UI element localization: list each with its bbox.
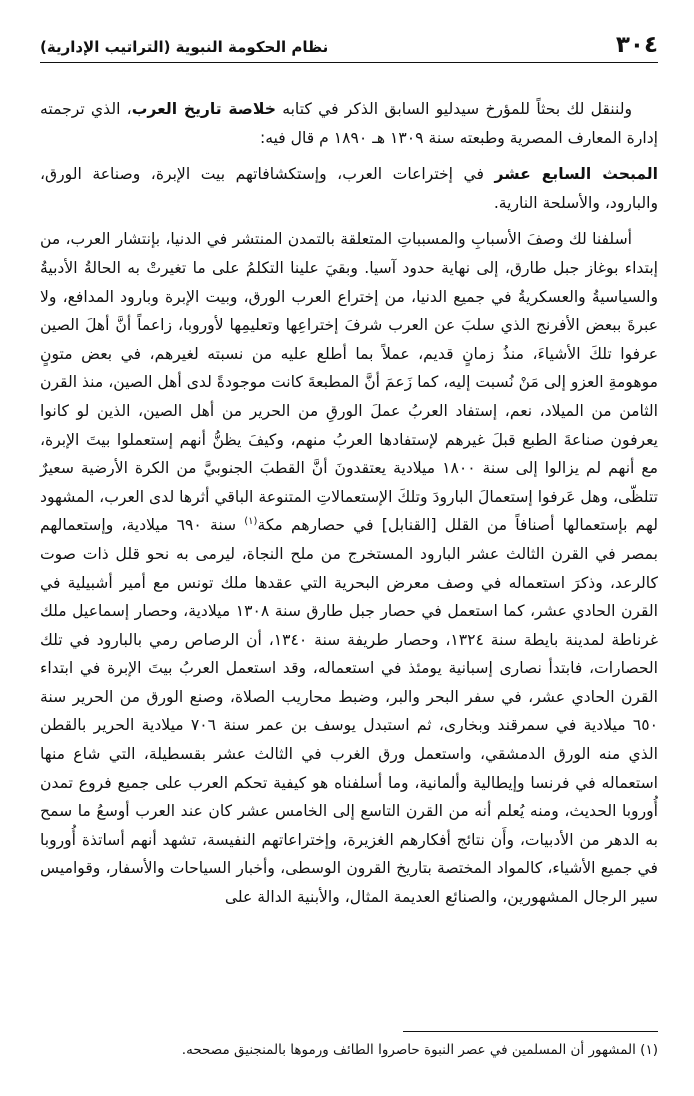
footnote-rule [403,1031,658,1032]
footnote-reference[interactable]: (١) [244,516,258,528]
paragraph-intro [40,95,658,152]
section-heading-text: في إختراعات العرب، وإستكشافاتهم بيت الإبرة، وصناعة الورق، والبارود، والأسلحة النارية. [40,165,658,212]
main-text-a: أسلفنا لك وصفَ الأسبابِ والمسبباتِ المتعلقة بالتمدن المنتشر في الدنيا، بإنتشار العرب، من إبتداء بوغاز جبل طارق، إلى نهاية حدود آسيا. وبقيَ علينا التكلمُ على ما تغيرتْ به الحالةُ الأدبيةُ والسياسيةُ والعسكريةُ في جميع الدنيا، من إختراع العرب الورق، وبيت الإبرة وبارود المدافع، ولا عبرةَ ببعض الأفرنج الذي سلبَ عن العرب شرفَ إختراعِها وتعليمِها لأوروبا، زاعماً أنَّ أهلَ الصين عرفوا تلكَ الأشياءَ، منذُ زمانٍ قديم، عملاً بما أطلع عليه من نسبته لغيرهم، في بعض متونٍ موهومةِ العزو إلى مَنْ نُسبت إليه، كما زَعمَ أنَّ المطبعةَ كانت موجودةً لدى أهل الصين، منذ القرن الثامن من الميلاد، نعم، إستفاد العربُ عملَ الورقِ من الحرير من أهل الصين، الذين لو كانوا يعرفون صناعةَ الطبع قبلَ غيرهم لإستفادها العربُ منهم، وكيفَ يظنُّ أنهم إستعملوا بيتَ الإبرة، مع أنهم لم يزالوا إلى سنة ١٨٠٠ ميلادية يعتقدونَ أنَّ القطبَ الجنوبيَّ من الكرة الأرضية سعيرٌ تتلظّى، وهل عَرفوا إستعمالَ البارودَ وتلكَ الإستعمالاتِ المتنوعة الباقي أثرها لدى العرب، المشهود لهم بإستعمالها أصنافاً من القلل [القنابل] في حصارهم مكة [40,230,658,535]
book-title: خلاصة تاريخ العرب [131,100,276,118]
intro-text-b: ، الذي ترجمته إدارة المعارف المصرية وطبعته سنة ١٣٠٩ هـ ١٨٩٠ م قال فيه: [40,100,658,147]
page-header [40,28,658,58]
main-text-b: سنة ٦٩٠ ميلادية، وإستعمالهم بمصر في القرن الثالث عشر البارود المستخرج من ملح النجاة، ليرمى به نحو قلل ذات صوت كالرعد، وذكرَ استعماله في وصف معرض البحرية التي عقدها ملك تونس مع أمير أشبيلية في القرن الحادي عشر، كما استعمل في حصار جبل طارق سنة ١٣٠٨ ميلادية، وحصار إسماعيل ملك غرناطة لمدينة بايطة سنة ١٣٢٤، وحصار طريفة سنة ١٣٤٠، أن الرصاص رمي بالبارود في تلك الحصارات، فابتدأ نصارى إسبانية يومئذ في استعماله، وقد استعمل العربُ بيتَ الإبرة في ابتداء القرن الحادي عشر، في سفر البحر والبر، وضبط محاريب الصلاة، وصنع الورق من الحرير سنة ٦٥٠ ميلادية في سمرقند وبخارى، ثم استبدل يوسف بن عمر سنة ٧٠٦ ميلادية الحرير بالقطن الذي منه الورق الدمشقي، واستعمل ورق الغرب في الثالث عشر بقسطيلة، التي شاع منها استعماله في فرنسا وإيطالية وألمانية، وما أسلفناه هو كيفية تحكم العرب على جميع فروع تمدن أُوروبا الحديث، ومنه يُعلم أنه من القرن التاسع إلى الخامس عشر كان عند العرب أوسعُ ما سمح به الدهر من الأدبيات، وأَن نتائج أفكارهم الغزيرة، وإختراعاتهم النفيسة، تشهد أنهم أساتذة أُوروبا في جميع الأشياء، كالمواد المختصة بتاريخ القرون الوسطى، وأخبار السياحات والأسفار، وقواميس سير الرجال المشهورين، والصنائع العديمة المثال، والأبنية الدالة على [40,516,658,907]
body-text [40,95,658,912]
header-rule [40,62,658,63]
page-number: ٣٠٤ [615,32,658,58]
section-heading: المبحث السابع عشر [494,165,659,184]
intro-text-a: ولننقل لك بحثاً للمؤرخ سيدليو السابق الذكر في كتابه [275,100,632,118]
paragraph-main [40,225,658,911]
running-title: نظام الحكومة النبوية (التراتيب الإدارية) [40,38,329,56]
paragraph-section-heading [40,160,658,217]
footnote: (١) المشهور أن المسلمين في عصر النبوة حاصروا الطائف ورموها بالمنجنيق مصححه. [181,1042,658,1058]
